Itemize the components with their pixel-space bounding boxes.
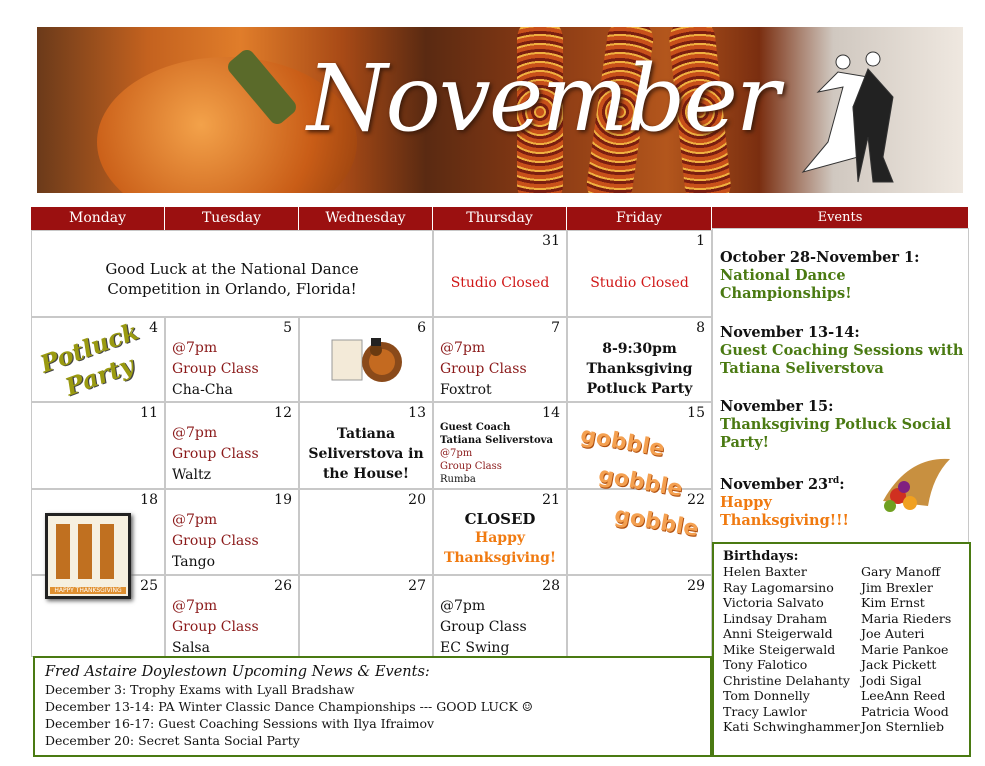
class-label: Group Class xyxy=(440,619,527,635)
calendar-cell-27 xyxy=(299,575,433,657)
turkey-icon xyxy=(330,330,405,390)
event-title: Thanksgiving Potluck Party xyxy=(586,361,693,397)
birthday-name: Victoria Salvato xyxy=(723,595,824,610)
event-text: Guest Coaching Sessions with Tatiana Seliverstova xyxy=(720,342,964,377)
date-number: 13 xyxy=(408,405,426,421)
news-box xyxy=(33,656,712,757)
calendar-cell-8 xyxy=(567,317,712,402)
calendar-cell-5 xyxy=(165,317,299,402)
birthday-name: Mike Steigerwald xyxy=(723,641,836,657)
class-time: @7pm xyxy=(172,340,218,356)
news-title: Fred Astaire Doylestown Upcoming News & Events: xyxy=(45,664,430,680)
date-number: 26 xyxy=(274,578,292,594)
event-text: Happy Thanksgiving!!! xyxy=(720,493,849,529)
event-date: November 13-14: xyxy=(720,324,860,341)
day-header-thursday: Thursday xyxy=(433,207,567,230)
card-caption: HAPPY THANKSGIVING xyxy=(50,587,126,594)
birthday-name: Ray Lagomarsino xyxy=(723,579,834,595)
card-icons xyxy=(56,524,120,579)
dance-style: Rumba xyxy=(440,474,476,485)
guest-coach-label: Guest Coach xyxy=(440,422,511,433)
class-time: @7pm xyxy=(440,448,473,459)
birthday-name: Christine Delahanty xyxy=(723,672,850,688)
birthday-name: Jack Pickett xyxy=(861,657,937,672)
date-number: 11 xyxy=(140,405,158,421)
class-label: Group Class xyxy=(172,361,259,377)
date-number: 8 xyxy=(696,320,705,336)
birthday-name: Jim Brexler xyxy=(861,579,933,595)
event-date: October 28-November 1: xyxy=(720,249,920,266)
event-date: November 23 xyxy=(720,475,829,493)
dance-style: Foxtrot xyxy=(440,382,492,398)
class-label: Group Class xyxy=(172,446,259,462)
gobble-text: gobble xyxy=(578,422,667,463)
class-time: @7pm xyxy=(172,512,218,528)
birthday-name: Tony Falotico xyxy=(723,657,808,672)
date-number: 5 xyxy=(283,320,292,336)
date-number: 28 xyxy=(542,578,560,594)
ordinal-suffix: rd xyxy=(828,476,840,486)
gobble-art xyxy=(578,422,701,555)
calendar-cell-31 xyxy=(433,230,567,317)
news-item: December 13-14: PA Winter Classic Dance Championships --- GOOD LUCK ☺ xyxy=(45,699,533,714)
birthday-name: Patricia Wood xyxy=(861,703,949,719)
date-number: 21 xyxy=(542,492,560,508)
cornucopia-icon xyxy=(878,451,953,513)
dance-style: Waltz xyxy=(172,467,211,483)
birthdays-col-1 xyxy=(723,564,860,735)
birthday-name: Marie Pankoe xyxy=(861,641,949,657)
calendar-cell-14 xyxy=(433,402,567,489)
class-time: @7pm xyxy=(440,340,486,356)
date-number: 22 xyxy=(687,492,705,508)
gobble-text: gobble xyxy=(596,462,685,503)
calendar-cell-7 xyxy=(433,317,567,402)
calendar-cell-20 xyxy=(299,489,433,575)
birthday-name: Tom Donnelly xyxy=(723,688,810,703)
birthday-name: LeeAnn Reed xyxy=(861,688,946,703)
calendar-cell-6 xyxy=(299,317,433,402)
calendar-cell-11 xyxy=(31,402,165,489)
birthday-name: Anni Steigerwald xyxy=(723,626,833,641)
events-panel xyxy=(712,228,969,543)
class-time: @7pm xyxy=(172,598,218,614)
dancers-silhouette-icon xyxy=(798,47,908,187)
day-header-monday: Monday xyxy=(31,207,165,230)
news-item: December 16-17: Guest Coaching Sessions with Ilya Ifraimov xyxy=(45,716,435,731)
month-title: November xyxy=(307,45,778,152)
event-date: November 15: xyxy=(720,398,834,415)
calendar-cell-28 xyxy=(433,575,567,657)
birthday-name: Jon Sternlieb xyxy=(861,719,944,734)
good-luck-message: Good Luck at the National Dance Competition in Orlando, Florida! xyxy=(105,260,359,298)
birthday-name: Joe Auteri xyxy=(861,626,925,641)
news-list xyxy=(45,681,700,749)
date-number: 27 xyxy=(408,578,426,594)
event-item xyxy=(720,398,965,452)
studio-closed: Studio Closed xyxy=(450,275,550,291)
class-label: Group Class xyxy=(440,461,502,472)
birthday-name: Jodi Sigal xyxy=(861,672,922,688)
news-item: December 3: Trophy Exams with Lyall Bradshaw xyxy=(45,682,355,697)
date-number: 19 xyxy=(274,492,292,508)
calendar-cell-13 xyxy=(299,402,433,489)
event-item xyxy=(720,249,965,303)
birthday-name: Gary Manoff xyxy=(861,564,941,579)
calendar-cell-12 xyxy=(165,402,299,489)
event-title: Tatiana Seliverstova in the House! xyxy=(308,426,424,482)
calendar-cell-26 xyxy=(165,575,299,657)
event-time: 8-9:30pm xyxy=(602,341,677,357)
studio-closed: Studio Closed xyxy=(590,275,689,291)
birthday-name: Helen Baxter xyxy=(723,564,807,579)
thanksgiving-card-image xyxy=(45,513,131,599)
header-banner xyxy=(37,27,963,193)
happy-thanksgiving-label: Happy Thanksgiving! xyxy=(443,530,557,566)
date-number: 12 xyxy=(274,405,292,421)
birthday-name: Kim Ernst xyxy=(861,595,925,610)
date-number: 25 xyxy=(140,578,158,594)
birthdays-title: Birthdays: xyxy=(723,549,799,564)
calendar-cell-21 xyxy=(433,489,567,575)
birthday-name: Lindsay Draham xyxy=(723,610,828,626)
day-header-wednesday: Wednesday xyxy=(299,207,433,230)
gobble-text: gobble xyxy=(612,502,701,543)
calendar-cell-1 xyxy=(567,230,712,317)
class-time: @7pm xyxy=(172,425,218,441)
class-label: Group Class xyxy=(172,533,259,549)
news-item: December 20: Secret Santa Social Party xyxy=(45,733,300,748)
birthdays-box xyxy=(712,542,971,757)
birthday-name: Kati Schwinghammer xyxy=(723,719,860,734)
event-item xyxy=(720,324,965,378)
birthday-name: Tracy Lawlor xyxy=(723,703,807,719)
dance-style: Tango xyxy=(172,554,216,570)
date-number: 18 xyxy=(140,492,158,508)
date-number: 6 xyxy=(417,320,426,336)
event-date-colon: : xyxy=(839,475,845,493)
day-header-tuesday: Tuesday xyxy=(165,207,299,230)
date-number: 14 xyxy=(542,405,560,421)
date-number: 7 xyxy=(551,320,560,336)
calendar-cell-29 xyxy=(567,575,712,657)
date-number: 1 xyxy=(696,233,705,249)
dance-style: Cha-Cha xyxy=(172,382,233,398)
calendar-cell-19 xyxy=(165,489,299,575)
date-number: 20 xyxy=(408,492,426,508)
dance-style: Salsa xyxy=(172,640,210,656)
dance-style: EC Swing xyxy=(440,640,510,656)
potluck-party-art: Potluck Party xyxy=(36,316,143,402)
day-header-friday: Friday xyxy=(567,207,712,230)
date-number: 31 xyxy=(542,233,560,249)
class-label: Group Class xyxy=(172,619,259,635)
class-label: Group Class xyxy=(440,361,527,377)
event-item xyxy=(720,472,870,530)
event-text: National Dance Championships! xyxy=(720,267,852,302)
calendar-cell-4 xyxy=(31,317,165,402)
class-time: @7pm xyxy=(440,598,486,614)
calendar-cell-banner xyxy=(31,230,433,317)
date-number: 29 xyxy=(687,578,705,594)
date-number: 15 xyxy=(687,405,705,421)
guest-coach-name: Tatiana Seliverstova xyxy=(440,435,553,446)
closed-label: CLOSED xyxy=(464,510,536,528)
birthdays-col-2 xyxy=(861,564,951,735)
events-header: Events xyxy=(712,207,969,228)
date-number: 4 xyxy=(149,320,158,336)
event-text: Thanksgiving Potluck Social Party! xyxy=(720,416,952,451)
birthday-name: Maria Rieders xyxy=(861,610,952,626)
